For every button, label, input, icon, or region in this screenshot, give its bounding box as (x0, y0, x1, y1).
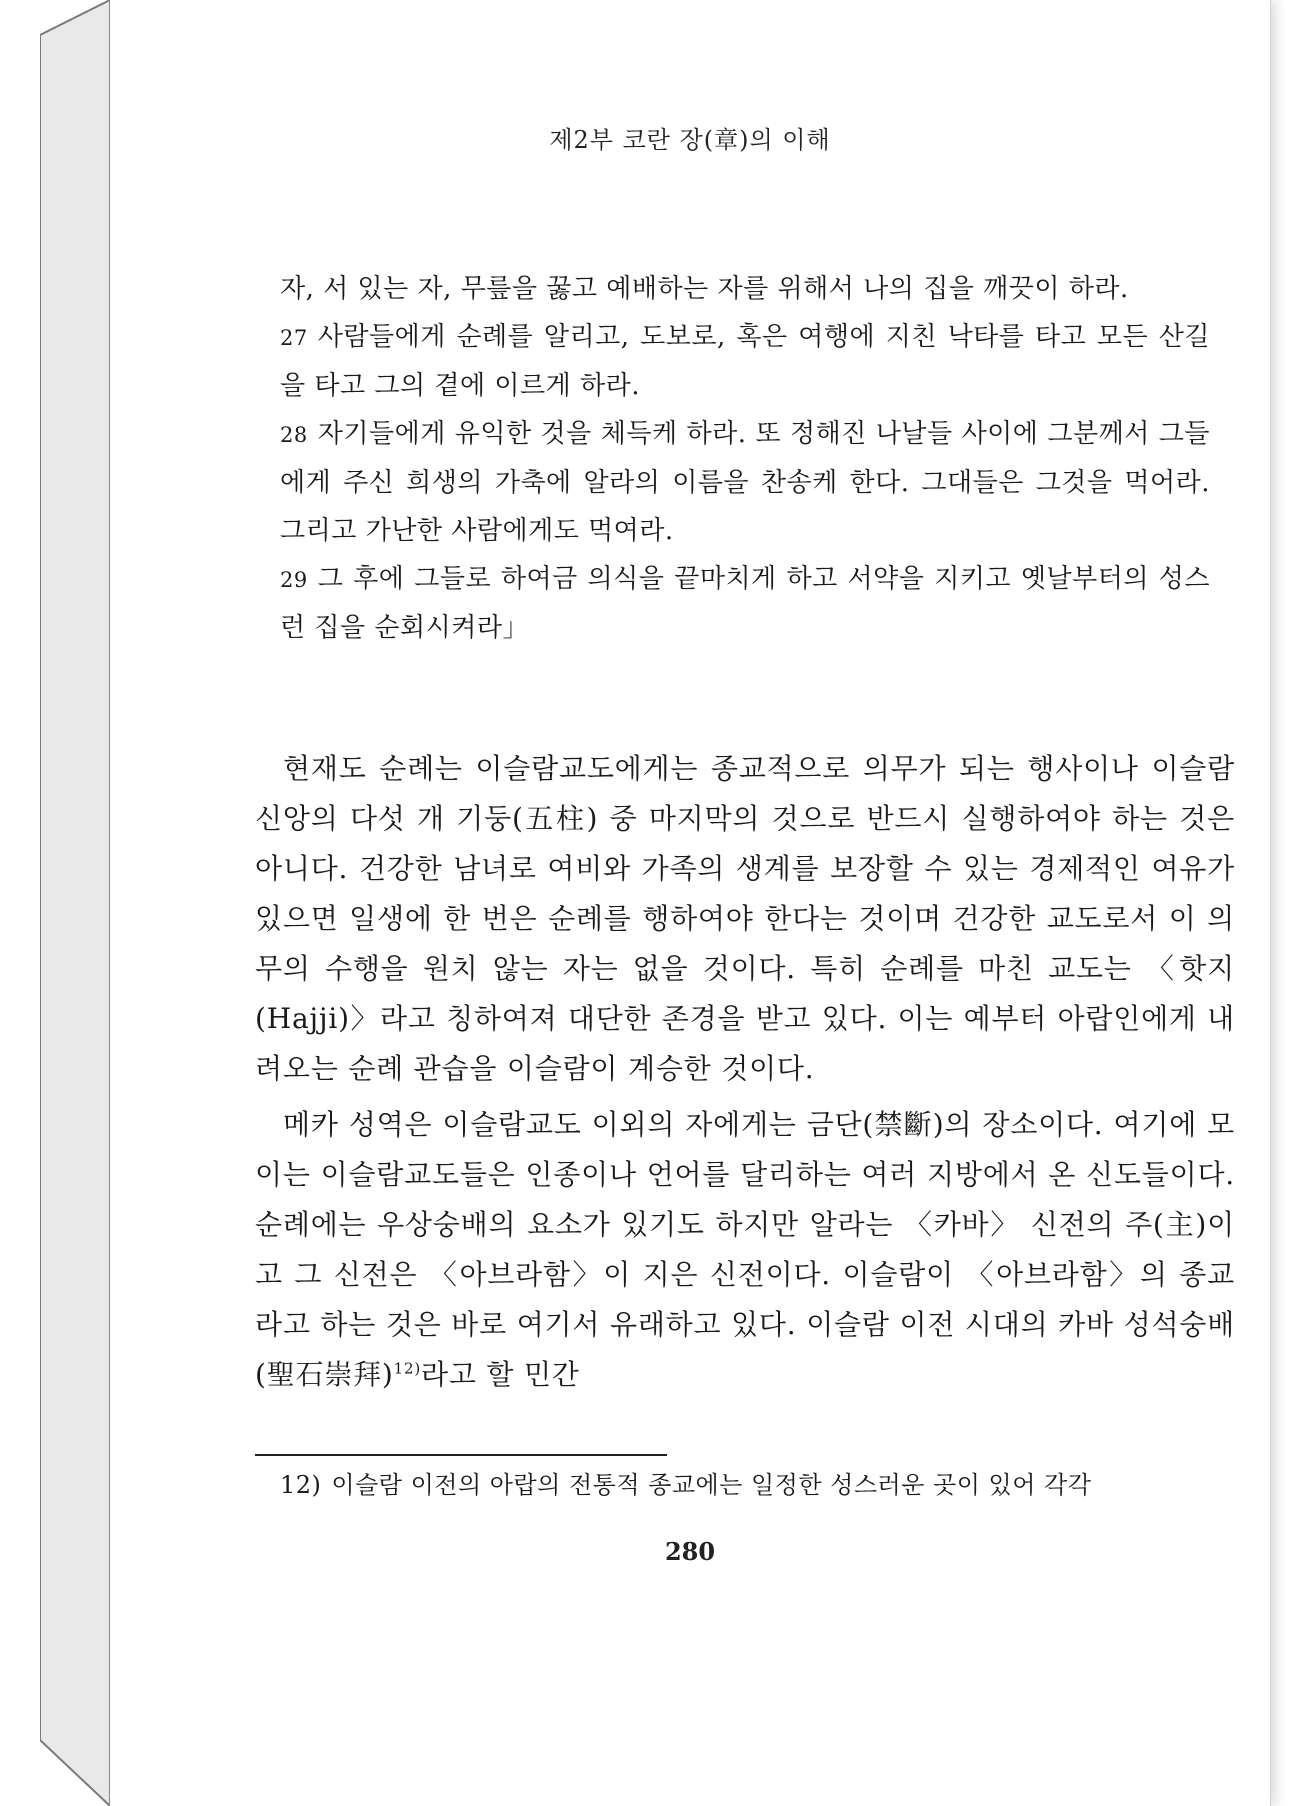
verse-number: 27 (280, 326, 308, 350)
footnote (280, 1467, 1235, 1503)
verse-block (280, 265, 1210, 652)
footnote-reference[interactable]: 12) (393, 1359, 421, 1378)
verse-text: 자, 서 있는 자, 무릎을 꿇고 예배하는 자를 위해서 나의 집을 깨끗이 하라. (280, 274, 1129, 304)
body-paragraph-2 (255, 1100, 1235, 1400)
verse-text: 사람들에게 순례를 알리고, 도보로, 혹은 여행에 지친 낙타를 타고 모든 산길을 타고 그의 곁에 이르게 하라. (280, 322, 1210, 401)
paragraph-text: 메카 성역은 이슬람교도 이외의 자에게는 금단(禁斷)의 장소이다. 여기에 모이는 이슬람교도들은 인종이나 언어를 달리하는 여러 지방에서 온 신도들이다. 순례에는 우상숭배의 요소가 있기도 하지만 알라는 〈카바〉 신전의 주(主)이고 그 신전은 〈아브라함〉이 지은 신전이다. 이슬람이 〈아브라함〉의 종교라고 하는 것은 바로 여기서 유래하고 있다. 이슬람 이전 시대의 카바 성석숭배(聖石崇拜) (255, 1108, 1235, 1391)
page-number: 280 (664, 1537, 716, 1566)
running-head: 제2부 코란 장(章)의 이해 (549, 126, 831, 154)
verse-number: 28 (280, 423, 308, 447)
footnote-divider (255, 1454, 667, 1456)
body-paragraph-1: 현재도 순례는 이슬람교도에게는 종교적으로 의무가 되는 행사이나 이슬람 신앙의 다섯 개 기둥(五柱) 중 마지막의 것으로 반드시 실행하여야 하는 것은 아니다. 건강한 남녀로 여비와 가족의 생계를 보장할 수 있는 경제적인 여유가 있으면 일생에 한 번은 순례를 행하여야 한다는 것이며 건강한 교도로서 이 의무의 수행을 원치 않는 자는 없을 것이다. 특히 순례를 마친 교도는 〈핫지(Hajji)〉라고 칭하여져 대단한 존경을 받고 있다. 이는 예부터 아랍인에게 내려오는 순례 관습을 이슬람이 계승한 것이다. (255, 752, 1235, 1085)
footnote-number: 12) (280, 1471, 322, 1499)
verse-line (280, 410, 1210, 555)
body-text (255, 744, 1235, 1400)
footnote-text: 이슬람 이전의 아랍의 전통적 종교에는 일정한 성스러운 곳이 있어 각각 (331, 1471, 1092, 1499)
verse-line (280, 313, 1210, 410)
paragraph-text: 라고 할 민간 (421, 1358, 580, 1391)
verse-number: 29 (280, 568, 308, 592)
verse-line (280, 555, 1210, 652)
book-page (110, 0, 1271, 1806)
verse-line (280, 265, 1210, 313)
verse-text: 자기들에게 유익한 것을 체득케 하라. 또 정해진 나날들 사이에 그분께서 그들에게 주신 희생의 가축에 알라의 이름을 찬송케 한다. 그대들은 그것을 먹어라. 그리고 가난한 사람에게도 먹여라. (280, 419, 1210, 546)
verse-text: 그 후에 그들로 하여금 의식을 끝마치게 하고 서약을 지키고 옛날부터의 성스런 집을 순회시켜라」 (280, 564, 1210, 643)
